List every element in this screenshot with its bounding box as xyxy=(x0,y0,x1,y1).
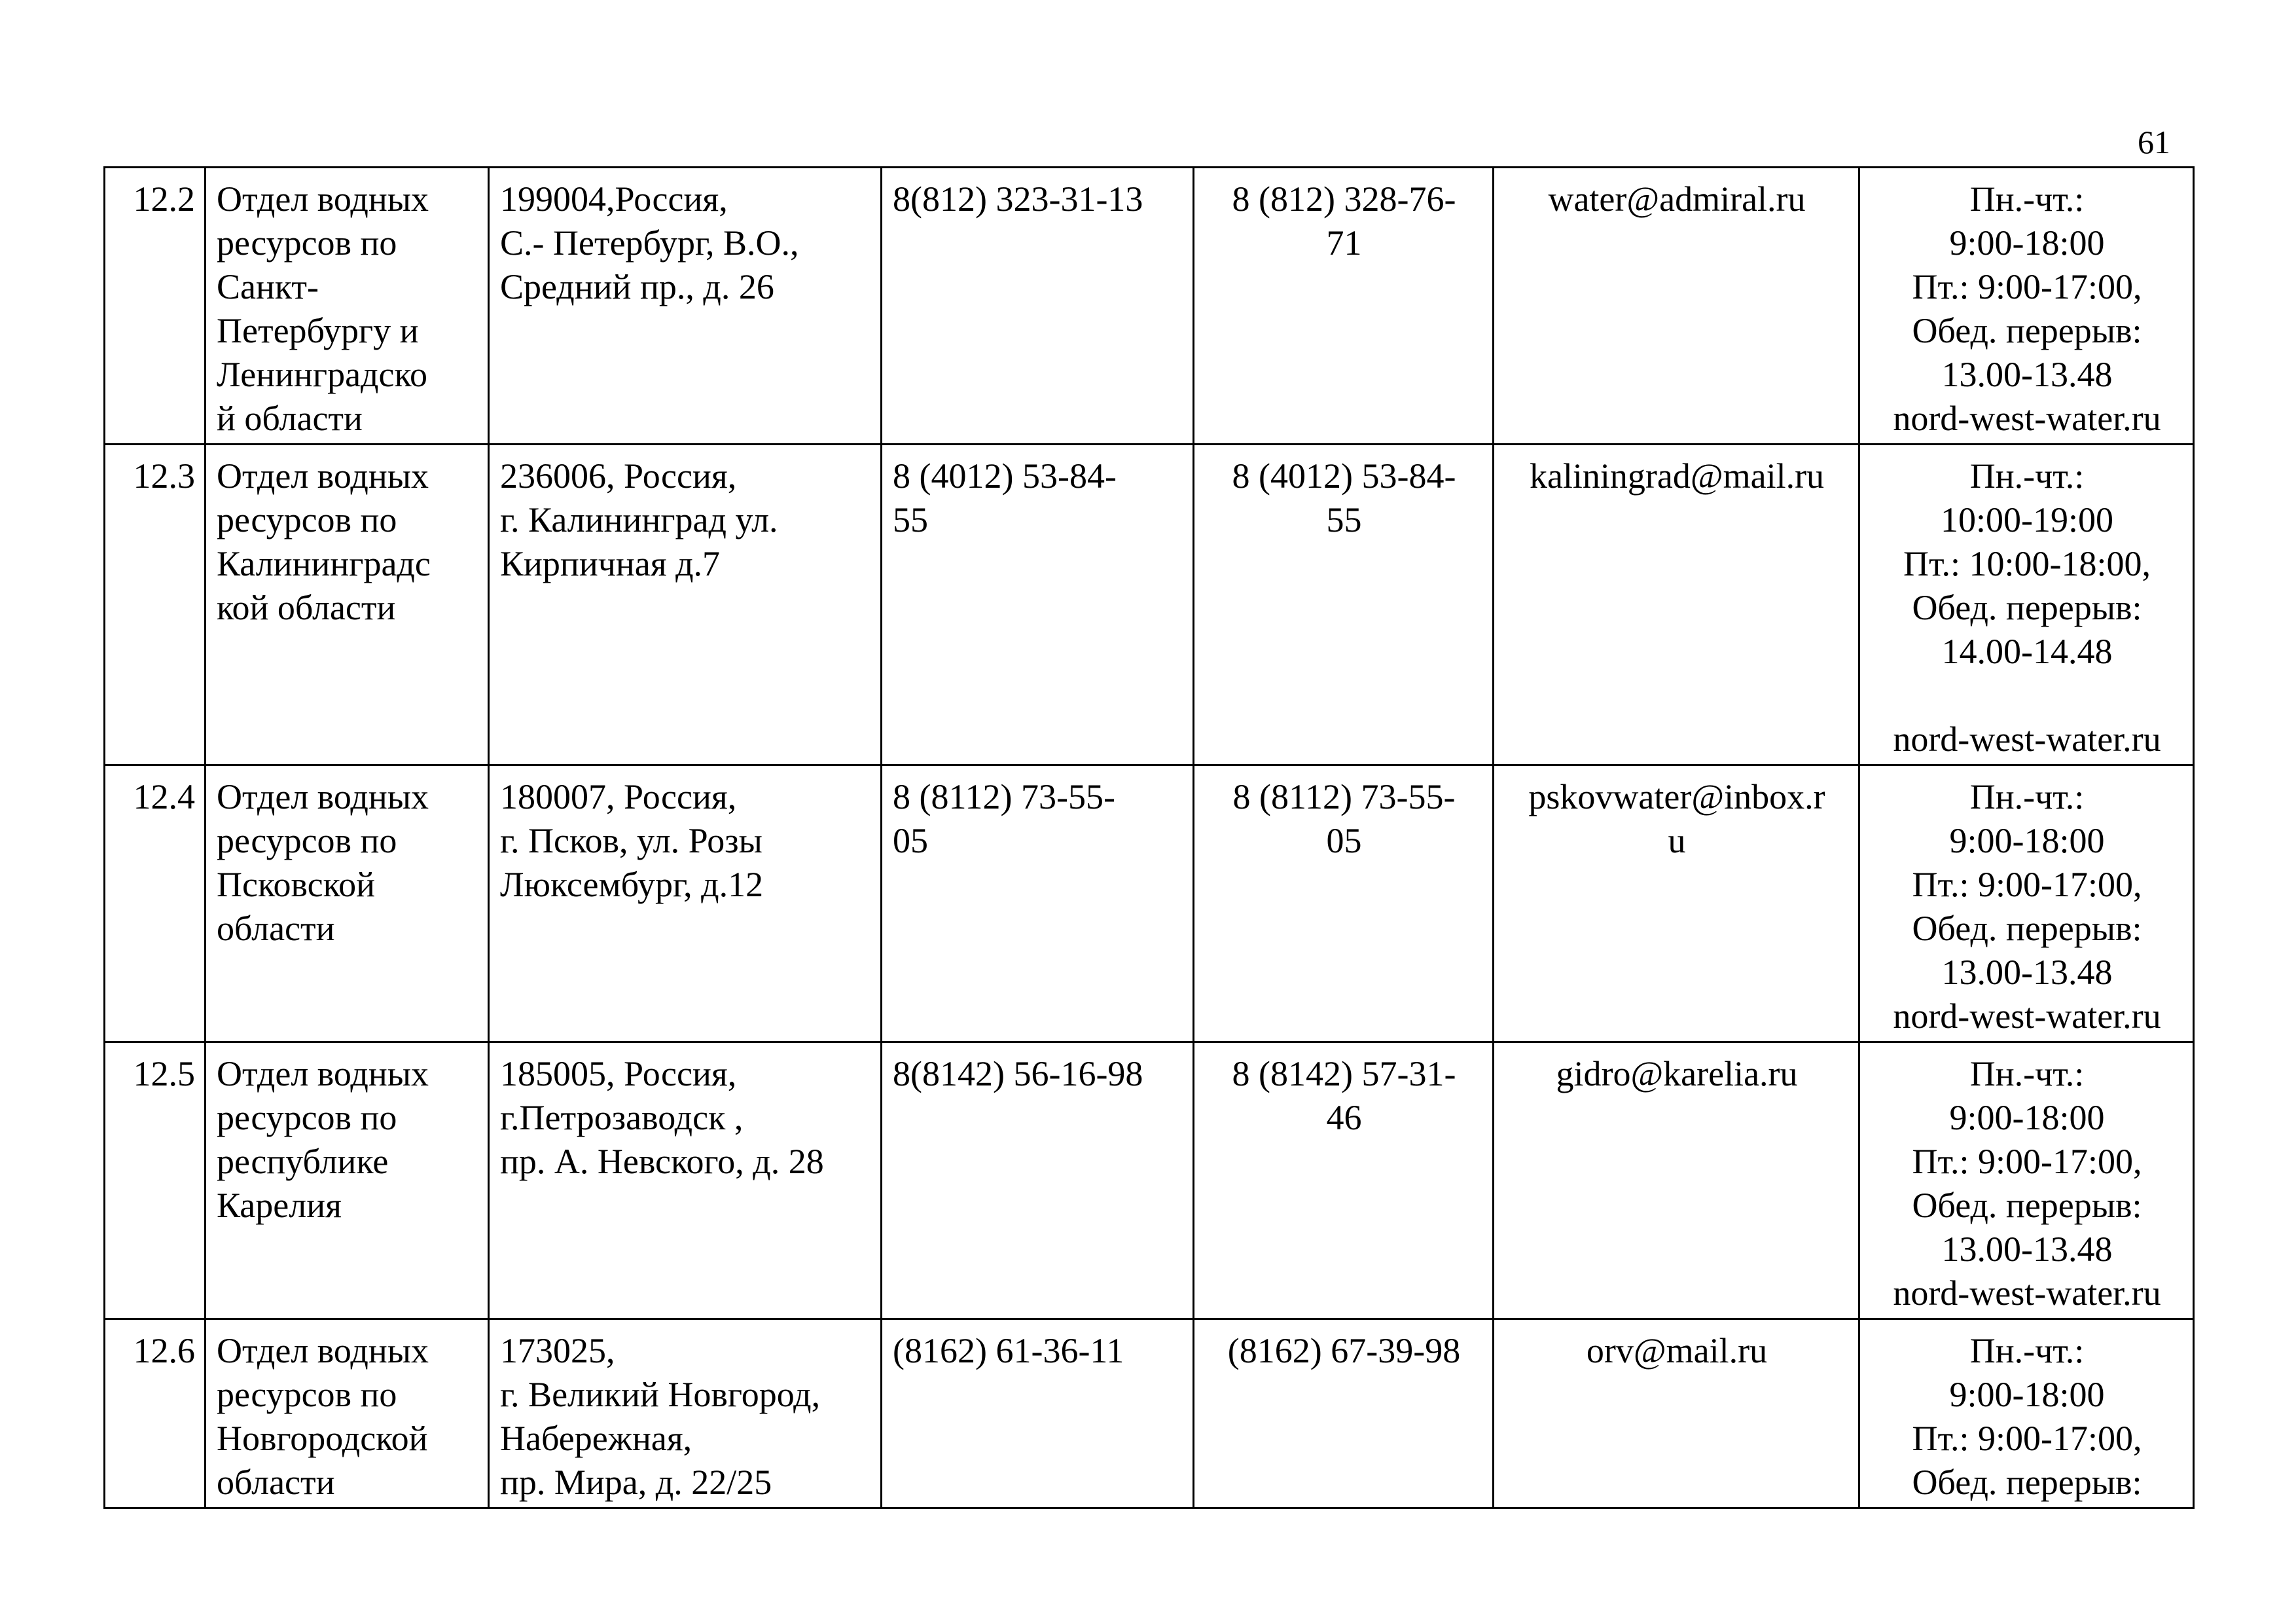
table-row xyxy=(105,1042,2194,1319)
row-number: 12.3 xyxy=(105,445,206,765)
email: pskovwater@inbox.r u xyxy=(1494,765,1859,1042)
fax: (8162) 67-39-98 xyxy=(1194,1319,1494,1508)
working-hours: Пн.-чт.: 9:00-18:00 Пт.: 9:00-17:00, Обед. перерыв: 13.00-13.48 nord-west-water.ru xyxy=(1859,765,2194,1042)
contacts-table xyxy=(103,166,2195,1509)
department-name: Отдел водных ресурсов по Псковской области xyxy=(206,765,489,1042)
email: gidro@karelia.ru xyxy=(1494,1042,1859,1319)
address: 236006, Россия, г. Калининград ул. Кирпичная д.7 xyxy=(489,445,882,765)
table-row xyxy=(105,1319,2194,1508)
department-name: Отдел водных ресурсов по Калининградс кой области xyxy=(206,445,489,765)
phone: 8(812) 323-31-13 xyxy=(882,168,1194,445)
fax: 8 (4012) 53-84- 55 xyxy=(1194,445,1494,765)
working-hours: Пн.-чт.: 9:00-18:00 Пт.: 9:00-17:00, Обед. перерыв: 13.00-13.48 nord-west-water.ru xyxy=(1859,168,2194,445)
row-number: 12.2 xyxy=(105,168,206,445)
phone: 8 (4012) 53-84- 55 xyxy=(882,445,1194,765)
department-name: Отдел водных ресурсов по Санкт- Петербургу и Ленинградско й области xyxy=(206,168,489,445)
department-name: Отдел водных ресурсов по Новгородской области xyxy=(206,1319,489,1508)
address: 199004,Россия, С.- Петербург, В.О., Средний пр., д. 26 xyxy=(489,168,882,445)
address: 173025, г. Великий Новгород, Набережная, пр. Мира, д. 22/25 xyxy=(489,1319,882,1508)
phone: 8(8142) 56-16-98 xyxy=(882,1042,1194,1319)
row-number: 12.4 xyxy=(105,765,206,1042)
working-hours: Пн.-чт.: 9:00-18:00 Пт.: 9:00-17:00, Обед. перерыв: xyxy=(1859,1319,2194,1508)
page-number: 61 xyxy=(2138,124,2170,160)
email: orv@mail.ru xyxy=(1494,1319,1859,1508)
row-number: 12.5 xyxy=(105,1042,206,1319)
working-hours: Пн.-чт.: 9:00-18:00 Пт.: 9:00-17:00, Обед. перерыв: 13.00-13.48 nord-west-water.ru xyxy=(1859,1042,2194,1319)
address: 185005, Россия, г.Петрозаводск , пр. А. Невского, д. 28 xyxy=(489,1042,882,1319)
fax: 8 (8112) 73-55- 05 xyxy=(1194,765,1494,1042)
email: kaliningrad@mail.ru xyxy=(1494,445,1859,765)
table-row xyxy=(105,765,2194,1042)
address: 180007, Россия, г. Псков, ул. Розы Люксембург, д.12 xyxy=(489,765,882,1042)
row-number: 12.6 xyxy=(105,1319,206,1508)
website: nord-west-water.ru xyxy=(1893,720,2161,759)
phone: (8162) 61-36-11 xyxy=(882,1319,1194,1508)
department-name: Отдел водных ресурсов по республике Карелия xyxy=(206,1042,489,1319)
table-row xyxy=(105,445,2194,765)
table-row xyxy=(105,168,2194,445)
fax: 8 (8142) 57-31- 46 xyxy=(1194,1042,1494,1319)
fax: 8 (812) 328-76- 71 xyxy=(1194,168,1494,445)
phone: 8 (8112) 73-55- 05 xyxy=(882,765,1194,1042)
email: water@admiral.ru xyxy=(1494,168,1859,445)
working-hours: Пн.-чт.: 10:00-19:00 Пт.: 10:00-18:00, Обед. перерыв: 14.00-14.48 nord-west-water.ru xyxy=(1859,445,2194,765)
